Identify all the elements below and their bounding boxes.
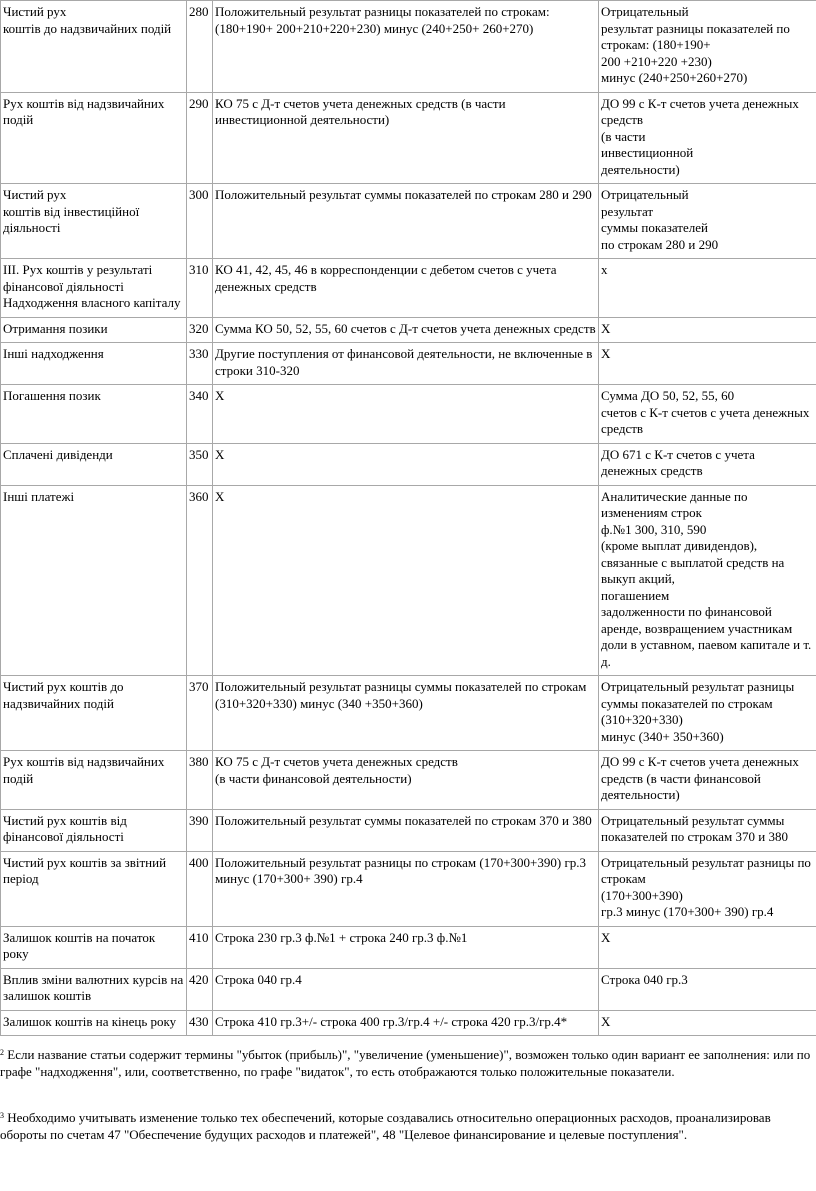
row-code: 370 bbox=[187, 676, 213, 751]
row-rule: Строка 040 гр.4 bbox=[213, 968, 599, 1010]
row-rule: Другие поступления от финансовой деятельности, не включенные в строки 310-320 bbox=[213, 343, 599, 385]
row-outflow: ДО 99 с К-т счетов учета денежных средств (в части инвестиционной деятельности) bbox=[599, 92, 816, 184]
row-label: Рух коштів від надзвичайних подій bbox=[1, 92, 187, 184]
table-row bbox=[1, 676, 816, 751]
footnote-text: Необходимо учитывать изменение только тех обеспечений, которые создавались относительно операционных расходов, проанализировав обороты по счетам 47 "Обеспечение будущих расходов и платежей", 48 "Целевое финансирование и целевые поступления". bbox=[0, 1110, 771, 1142]
row-rule: Положительный результат суммы показателей по строкам 370 и 380 bbox=[213, 809, 599, 851]
row-label: Чистий рух коштів за звітний період bbox=[1, 851, 187, 926]
row-code: 310 bbox=[187, 259, 213, 318]
row-code: 400 bbox=[187, 851, 213, 926]
table-row bbox=[1, 317, 816, 343]
row-outflow: ДО 99 с К-т счетов учета денежных средств (в части финансовой деятельности) bbox=[599, 751, 816, 810]
row-label: Чистий рух коштів до надзвичайних подій bbox=[1, 676, 187, 751]
row-label: Залишок коштів на кінець року bbox=[1, 1010, 187, 1036]
row-label: Погашення позик bbox=[1, 385, 187, 444]
row-code: 340 bbox=[187, 385, 213, 444]
table-row bbox=[1, 1010, 816, 1036]
row-code: 330 bbox=[187, 343, 213, 385]
table-row bbox=[1, 809, 816, 851]
row-rule: Сумма КО 50, 52, 55, 60 счетов с Д-т счетов учета денежных средств bbox=[213, 317, 599, 343]
row-label: III. Рух коштів у результаті фінансової діяльності Надходження власного капіталу bbox=[1, 259, 187, 318]
table-row bbox=[1, 485, 816, 676]
row-rule: КО 41, 42, 45, 46 в корреспонденции с дебетом счетов с учета денежных средств bbox=[213, 259, 599, 318]
row-outflow: Х bbox=[599, 343, 816, 385]
row-rule: Х bbox=[213, 385, 599, 444]
table-row bbox=[1, 751, 816, 810]
row-label: Залишок коштів на початок року bbox=[1, 926, 187, 968]
row-outflow: Сумма ДО 50, 52, 55, 60 счетов с К-т счетов с учета денежных средств bbox=[599, 385, 816, 444]
row-code: 360 bbox=[187, 485, 213, 676]
row-outflow: Х bbox=[599, 317, 816, 343]
row-outflow: Отрицательный результат разницы показателей по строкам: (180+190+ 200 +210+220 +230) минус (240+250+260+270) bbox=[599, 1, 816, 93]
row-outflow: Х bbox=[599, 926, 816, 968]
row-label: Інші платежі bbox=[1, 485, 187, 676]
row-label: Сплачені дивіденди bbox=[1, 443, 187, 485]
row-code: 430 bbox=[187, 1010, 213, 1036]
footnote bbox=[0, 1107, 812, 1143]
row-outflow: Строка 040 гр.3 bbox=[599, 968, 816, 1010]
row-label: Інші надходження bbox=[1, 343, 187, 385]
row-rule: Положительный результат разницы показателей по строкам: (180+190+ 200+210+220+230) минус (240+250+ 260+270) bbox=[213, 1, 599, 93]
row-code: 280 bbox=[187, 1, 213, 93]
row-rule: Положительный результат разницы суммы показателей по строкам (310+320+330) минус (340 +350+360) bbox=[213, 676, 599, 751]
row-code: 320 bbox=[187, 317, 213, 343]
table-row bbox=[1, 184, 816, 259]
table-row bbox=[1, 851, 816, 926]
row-outflow: x bbox=[599, 259, 816, 318]
row-rule: Х bbox=[213, 443, 599, 485]
row-outflow: Отрицательный результат суммы показателей по строкам 280 и 290 bbox=[599, 184, 816, 259]
row-label: Чистий рух коштів до надзвичайних подій bbox=[1, 1, 187, 93]
row-code: 380 bbox=[187, 751, 213, 810]
row-label: Вплив зміни валютних курсів на залишок коштів bbox=[1, 968, 187, 1010]
row-label: Чистий рух коштів від фінансової діяльності bbox=[1, 809, 187, 851]
row-outflow: Отрицательный результат разницы суммы показателей по строкам (310+320+330) минус (340+ 350+360) bbox=[599, 676, 816, 751]
row-rule: Х bbox=[213, 485, 599, 676]
row-label: Рух коштів від надзвичайних подій bbox=[1, 751, 187, 810]
row-rule: Положительный результат суммы показателей по строкам 280 и 290 bbox=[213, 184, 599, 259]
row-rule: Положительный результат разницы по строкам (170+300+390) гр.3 минус (170+300+ 390) гр.4 bbox=[213, 851, 599, 926]
footnote-mark: 3 bbox=[0, 1111, 4, 1120]
footnotes bbox=[0, 1044, 812, 1170]
table-row bbox=[1, 92, 816, 184]
table-row bbox=[1, 343, 816, 385]
table-row bbox=[1, 385, 816, 444]
footnote-mark: 2 bbox=[0, 1048, 4, 1057]
table-row bbox=[1, 1, 816, 93]
row-rule: КО 75 с Д-т счетов учета денежных средств (в части инвестиционной деятельности) bbox=[213, 92, 599, 184]
table-row bbox=[1, 926, 816, 968]
row-rule: Строка 410 гр.3+/- строка 400 гр.3/гр.4 +/- строка 420 гр.3/гр.4* bbox=[213, 1010, 599, 1036]
row-code: 290 bbox=[187, 92, 213, 184]
row-label: Отримання позики bbox=[1, 317, 187, 343]
table-row bbox=[1, 259, 816, 318]
row-code: 390 bbox=[187, 809, 213, 851]
table-row bbox=[1, 968, 816, 1010]
row-outflow: Аналитические данные по изменениям строк ф.№1 300, 310, 590 (кроме выплат дивидендов), связанные с выплатой средств на выкуп акций, погашением задолженности по финансовой аренде, возвращением участникам доли в уставном, паевом капитале и т. д. bbox=[599, 485, 816, 676]
footnote bbox=[0, 1044, 812, 1080]
row-outflow: Отрицательный результат суммы показателей по строкам 370 и 380 bbox=[599, 809, 816, 851]
row-rule: Строка 230 гр.3 ф.№1 + строка 240 гр.3 ф.№1 bbox=[213, 926, 599, 968]
footnote-text: Если название статьи содержит термины "убыток (прибыль)", "увеличение (уменьшение)", возможен только один вариант ее заполнения: или по графе "надходження", или, соответственно, по графе "видаток", то есть отображаются только положительные показатели. bbox=[0, 1047, 811, 1079]
row-code: 410 bbox=[187, 926, 213, 968]
row-outflow: Отрицательный результат разницы по строкам (170+300+390) гр.3 минус (170+300+ 390) гр.4 bbox=[599, 851, 816, 926]
row-outflow: Х bbox=[599, 1010, 816, 1036]
row-code: 300 bbox=[187, 184, 213, 259]
row-label: Чистий рух коштів від інвестиційної діяльності bbox=[1, 184, 187, 259]
row-outflow: ДО 671 с К-т счетов с учета денежных средств bbox=[599, 443, 816, 485]
row-code: 420 bbox=[187, 968, 213, 1010]
row-rule: КО 75 с Д-т счетов учета денежных средств (в части финансовой деятельности) bbox=[213, 751, 599, 810]
row-code: 350 bbox=[187, 443, 213, 485]
table-row bbox=[1, 443, 816, 485]
table-body bbox=[1, 1, 816, 1036]
